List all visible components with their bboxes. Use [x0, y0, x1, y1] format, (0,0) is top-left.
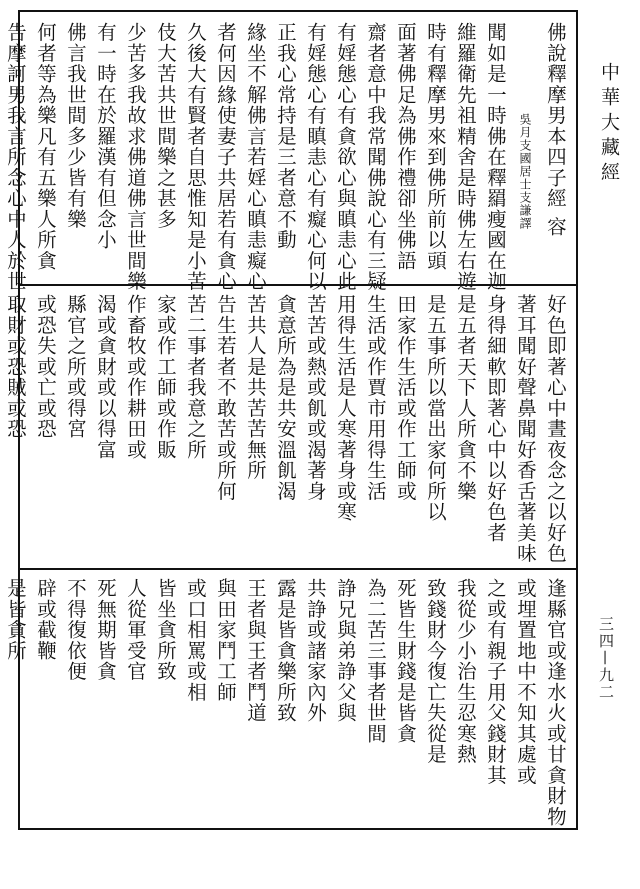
panel-bottom-column-7: 為二苦三事者世間 [364, 578, 387, 744]
panel-top-column-3: 聞如是一時佛在釋羂瘦國在迦 [484, 22, 507, 292]
panel-top-column-5: 時有釋摩男來到佛所前以頭 [424, 22, 447, 271]
page-number: 三四—九二 [597, 616, 615, 701]
panel-top-column-13: 久後大有賢者自思惟知是小苦 [184, 22, 207, 292]
panel-divider-bottom [20, 568, 576, 570]
panel-top-column-10: 正我心常持是三者意不動 [274, 22, 297, 251]
panel-middle-column-17: 縣官之所或得宮 [64, 294, 87, 440]
panel-middle-column-4: 是五者天下人所貪不樂 [454, 294, 477, 502]
panel-top [4, 22, 570, 292]
panel-top-column-14: 伎大苦共世間樂之甚多 [154, 22, 177, 230]
panel-bottom-column-13: 或口相罵或相 [184, 578, 207, 703]
panel-middle-column-2: 著耳聞好聲鼻聞好香舌著美味 [514, 294, 537, 564]
panel-middle-column-3: 身得細軟即著心中以好色者 [484, 294, 507, 543]
panel-bottom-column-12: 與田家鬥工師 [214, 578, 237, 703]
panel-middle-column-10: 貪意所為是共安溫飢渴 [274, 294, 297, 502]
panel-bottom-column-9: 共諍或諸家內外 [304, 578, 327, 724]
panel-top-column-16: 有一時在於羅漢有但念小 [94, 22, 117, 251]
panel-middle-column-9: 苦苦或熱或飢或渴著身 [304, 294, 327, 502]
panel-middle-column-18: 或恐失或亡或恐 [34, 294, 57, 440]
panel-middle-column-6: 田家作生活或作工師或 [394, 294, 417, 502]
panel-top-column-17: 佛言我世間多少皆有樂 [64, 22, 87, 230]
panel-bottom [4, 578, 570, 827]
panel-top-column-19: 告摩訶男我言所念心中人於世 [4, 22, 27, 292]
panel-middle-column-19: 取財或恐賊或恐 [4, 294, 27, 440]
panel-middle-column-15: 作畜牧或作耕田或 [124, 294, 147, 460]
panel-top-column-1: 佛說釋摩男本四子經 容 [544, 22, 567, 238]
panel-top-column-9: 有婬態心有瞋恚心有癡心何以 [304, 22, 327, 292]
panel-bottom-column-10: 露是皆貪樂所致 [274, 578, 297, 724]
panel-middle-column-8: 用得生活是人寒著身或寒 [334, 294, 357, 523]
panel-bottom-column-3: 之或有親子用父錢財其 [484, 578, 507, 786]
panel-middle-column-13: 苦二事者我意之所 [184, 294, 207, 460]
panel-divider-top [20, 284, 576, 286]
panel-bottom-column-19: 是皆貪所 [4, 578, 27, 661]
panel-bottom-column-4: 我從少小治生忍寒熱 [454, 578, 477, 765]
panel-bottom-column-11: 王者與王者鬥道 [244, 578, 267, 724]
panel-bottom-column-6: 死皆生財錢是皆貪 [394, 578, 417, 744]
panel-top-column-7: 齋者意中我常聞佛說心有三疑 [364, 22, 387, 292]
panel-middle-column-16: 渴或貪財或以得富 [94, 294, 117, 460]
panel-top-column-12: 者何因緣使妻子共居若有貪心 [214, 22, 237, 292]
panel-top-column-4: 維羅衛先祖精舍是時佛左右遊 [454, 22, 477, 292]
panel-top-column-6: 面著佛足為佛作禮卻坐佛語 [394, 22, 417, 271]
panel-bottom-column-14: 皆坐貪所致 [154, 578, 177, 682]
page-frame [4, 10, 578, 830]
panel-top-column-8: 有婬態心有貪欲心與瞋恚心此 [334, 22, 357, 292]
panel-bottom-column-16: 死無期皆貪 [94, 578, 117, 682]
panel-bottom-column-17: 不得復依便 [64, 578, 87, 682]
panel-top-column-2: 吳月支國居士支謙譯 [518, 22, 532, 230]
panel-top-column-15: 少苦多我故求佛道佛言世間樂 [124, 22, 147, 292]
panel-top-column-11: 緣坐不解佛言若婬心瞋恚癡心 [244, 22, 267, 292]
panel-bottom-column-1: 逢縣官或逢水火或甘貪財物 [544, 578, 567, 827]
panel-bottom-column-18: 辟或截鞭 [34, 578, 57, 661]
panel-middle-column-5: 是五事所以當出家何所以 [424, 294, 447, 523]
panel-middle-column-14: 家或作工師或作販 [154, 294, 177, 460]
panel-middle-column-7: 生活或作賈市用得生活 [364, 294, 387, 502]
panel-middle-column-1: 好色即著心中晝夜念之以好色 [544, 294, 567, 564]
panel-bottom-column-2: 或埋置地中不知其處或 [514, 578, 537, 786]
panel-bottom-column-15: 人從軍受官 [124, 578, 147, 682]
panel-middle [4, 294, 570, 564]
panel-top-column-18: 何者等為樂凡有五樂人所貪 [34, 22, 57, 271]
panel-middle-column-11: 苦共人是共苦苦無所 [244, 294, 267, 481]
panel-bottom-column-8: 諍兄與弟諍父與 [334, 578, 357, 724]
collection-title: 中華大藏經 [598, 62, 620, 187]
panel-bottom-column-5: 致錢財今復亡失從是 [424, 578, 447, 765]
panel-middle-column-12: 告生若者不敢苦或所何 [214, 294, 237, 502]
